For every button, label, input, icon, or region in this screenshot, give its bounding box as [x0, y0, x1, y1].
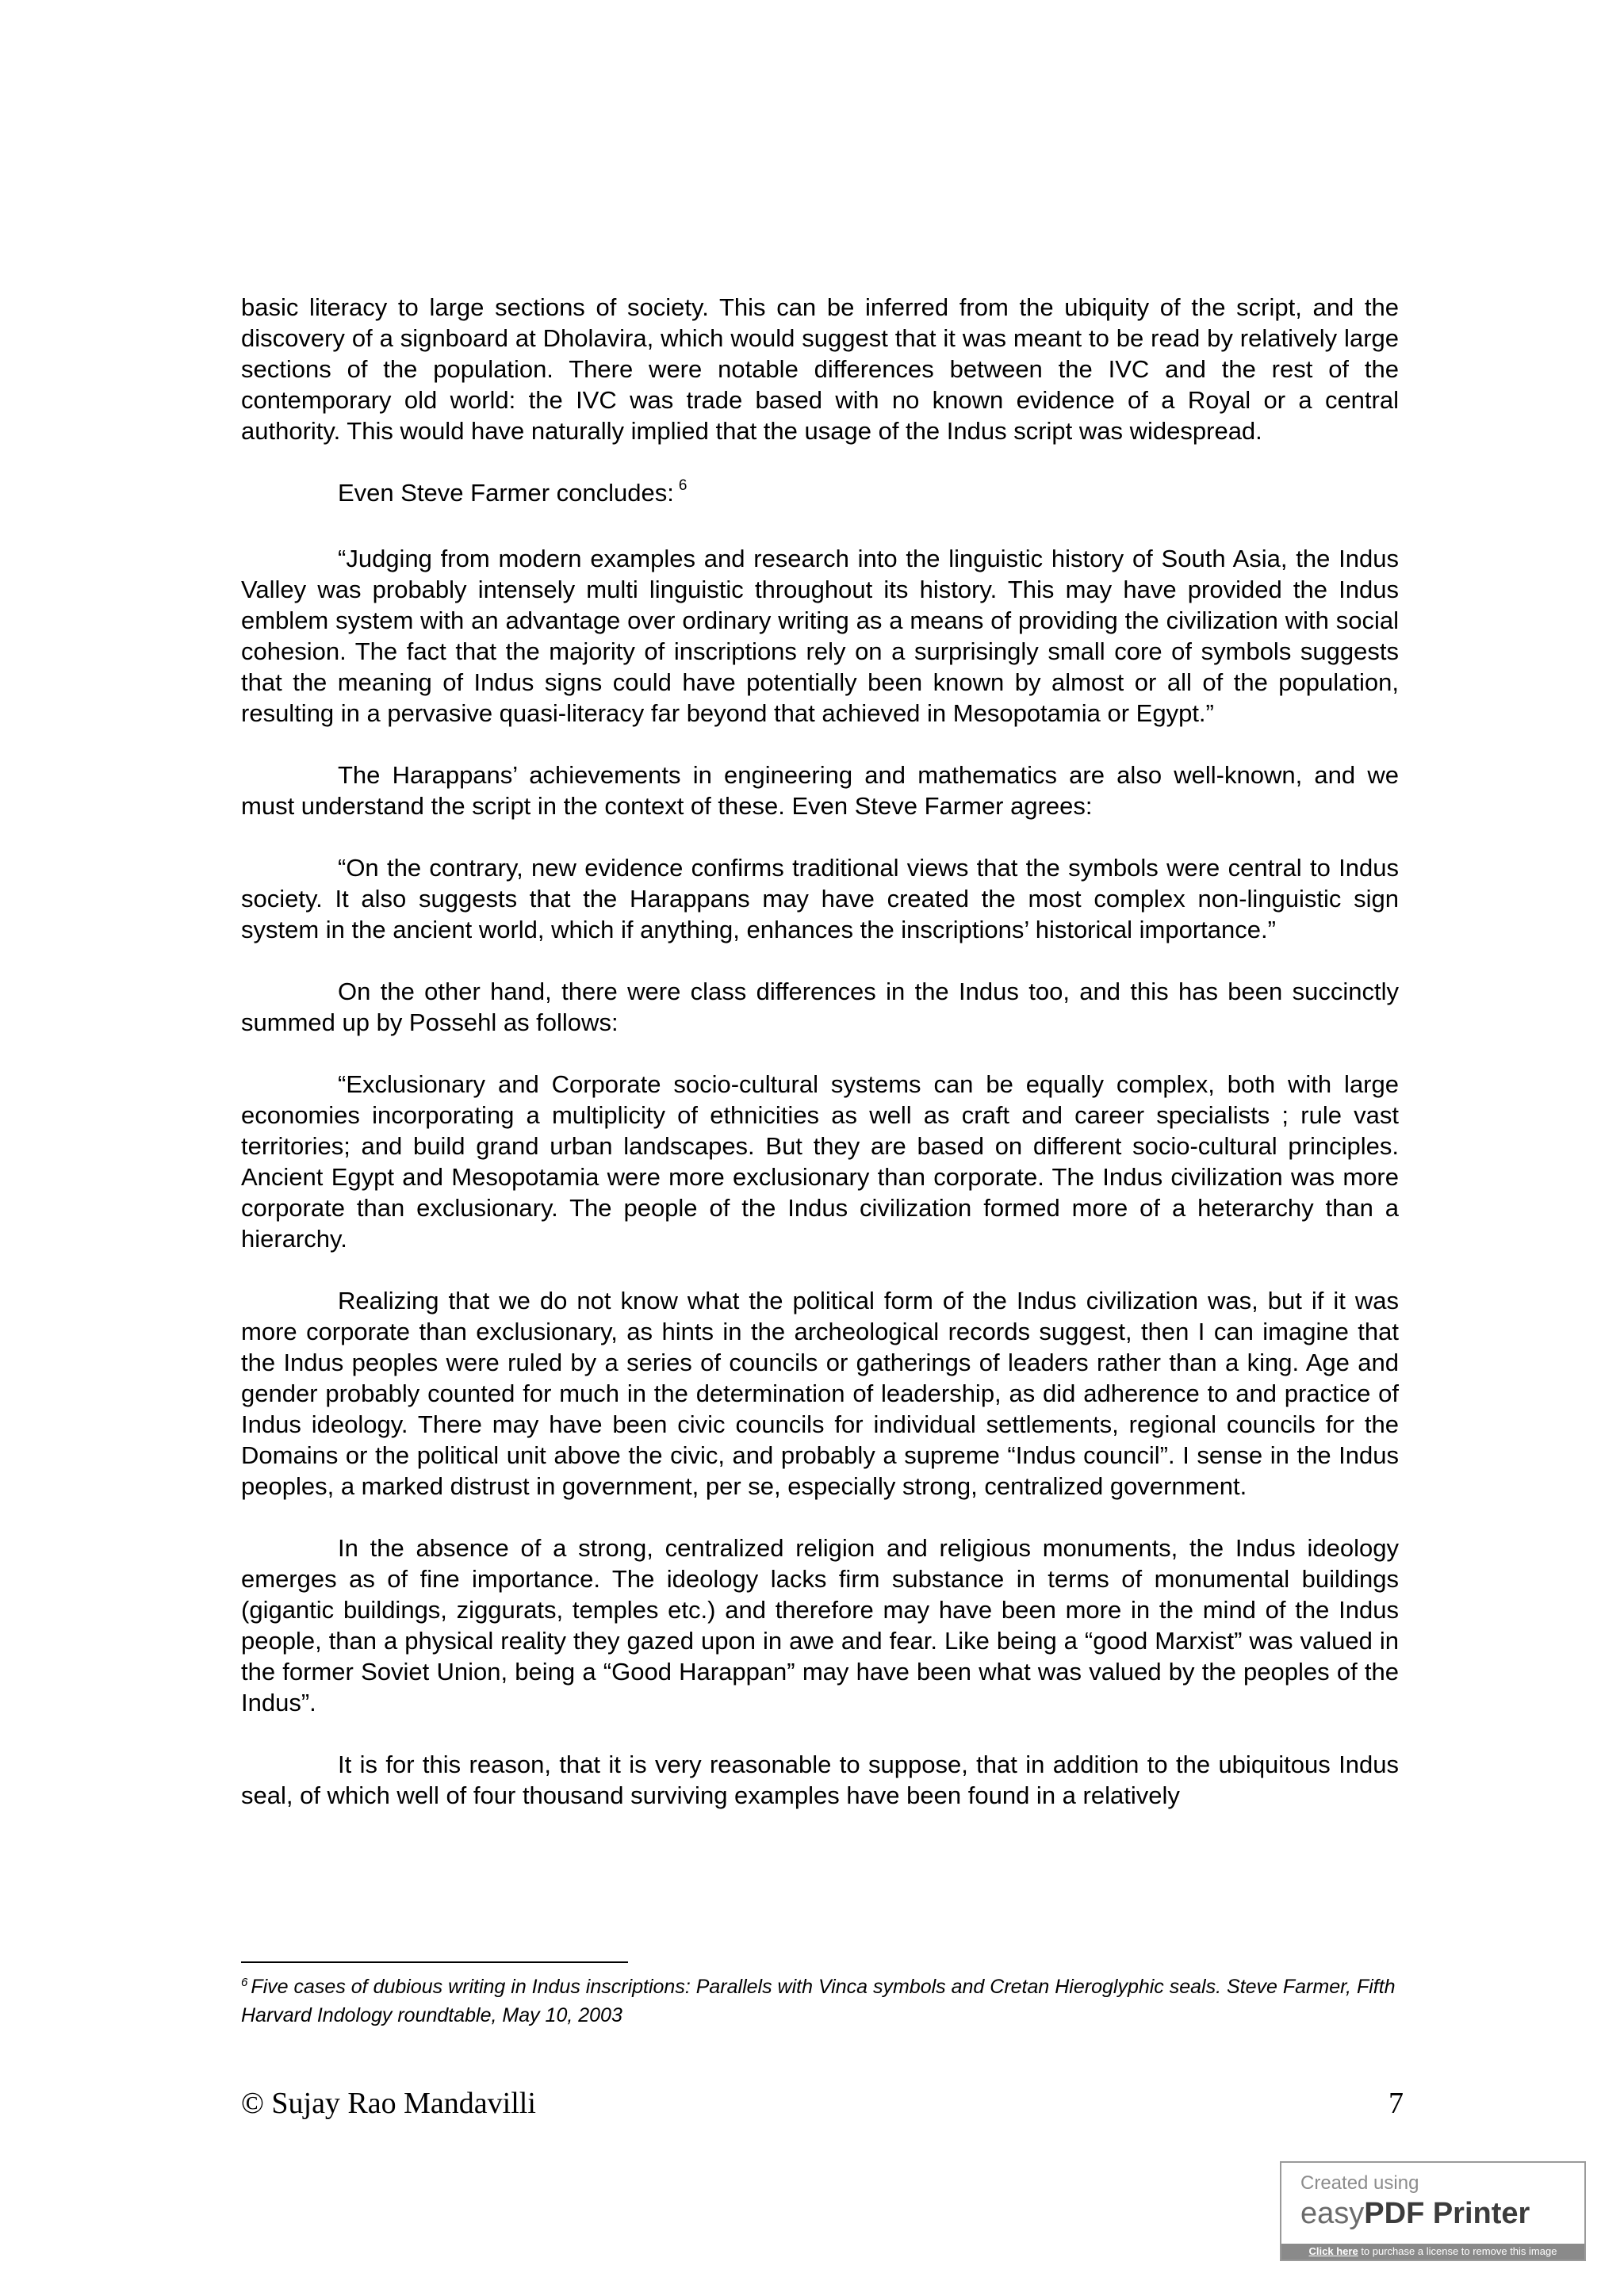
paragraph: On the other hand, there were class differences in the Indus too, and this has been succinctly summed up by Possehl as follows:	[241, 978, 1399, 1036]
page-number: 7	[1388, 2087, 1404, 2120]
paragraph: It is for this reason, that it is very reasonable to suppose, that in addition to the ubiquitous Indus seal, of which well of four thousand surviving examples have been found in a relatively	[241, 1751, 1399, 1809]
footnote-divider	[241, 1961, 628, 1963]
footnote-text: Five cases of dubious writing in Indus inscriptions: Parallels with Vinca symbols and Cretan Hieroglyphic seals. Steve Farmer, Fifth Harvard Indology roundtable, May 10, 2003	[241, 1976, 1396, 2026]
paragraph: “On the contrary, new evidence confirms traditional views that the symbols were central to Indus society. It also suggests that the Harappans may have created the most complex non-linguistic sign system in the ancient world, which if anything, enhances the inscriptions’ historical importance.”	[241, 854, 1399, 943]
badge-logo-bold: PDF Printer	[1364, 2197, 1530, 2230]
paragraph: “Exclusionary and Corporate socio-cultural systems can be equally complex, both with large economies incorporating a multiplicity of ethnicities as well as craft and career specialists ; rule vast territories; and build grand urban landscapes. But they are based on different socio-cultural principles. Ancient Egypt and Mesopotamia were more exclusionary than corporate. The Indus civilization was more corporate than exclusionary. The people of the Indus civilization formed more of a heterarchy than a hierarchy.	[241, 1070, 1399, 1253]
paragraph: The Harappans’ achievements in engineering and mathematics are also well-known, and we must understand the script in the context of these. Even Steve Farmer agrees:	[241, 761, 1399, 820]
page-body	[241, 292, 1399, 1842]
paragraph: Realizing that we do not know what the political form of the Indus civilization was, but if it was more corporate than exclusionary, as hints in the archeological records suggest, then I can imagine that the Indus peoples were ruled by a series of councils or gatherings of leaders rather than a king. Age and gender probably counted for much in the determination of leadership, as did adherence to and practice of Indus ideology. There may have been civic councils for individual settlements, regional councils for the Domains or the political unit above the civic, and probably a supreme “Indus council”. I sense in the Indus peoples, a marked distrust in government, per se, especially strong, centralized government.	[241, 1287, 1399, 1500]
paragraph-text: Even Steve Farmer concludes:	[338, 479, 674, 507]
badge-caption: Created using	[1300, 2172, 1419, 2194]
paragraph: “Judging from modern examples and research into the linguistic history of South Asia, the Indus Valley was probably intensely multi linguistic throughout its history. This may have provided the Indus emblem system with an advantage over ordinary writing as a means of providing the civilization with social cohesion. The fact that the majority of inscriptions rely on a surprisingly small core of symbols suggests that the meaning of Indus signs could have potentially been known by almost or all of the population, resulting in a pervasive quasi-literacy far beyond that achieved in Mesopotamia or Egypt.”	[241, 545, 1399, 727]
footnote-reference[interactable]: 6	[678, 477, 688, 494]
footer-author: © Sujay Rao Mandavilli	[241, 2087, 536, 2120]
footnote	[241, 1974, 1399, 2029]
watermark-badge[interactable]	[1280, 2161, 1586, 2261]
footnote-number: 6	[241, 1976, 248, 1989]
purchase-license-link[interactable]: Click here	[1308, 2245, 1358, 2257]
badge-bar-text: to purchase a license to remove this image	[1358, 2245, 1557, 2257]
paragraph: basic literacy to large sections of society. This can be inferred from the ubiquity of the script, and the discovery of a signboard at Dholavira, which would suggest that it was meant to be read by relatively large sections of the population. There were notable differences between the IVC and the rest of the contemporary old world: the IVC was trade based with no known evidence of a Royal or a central authority. This would have naturally implied that the usage of the Indus script was widespread.	[241, 293, 1399, 445]
badge-logo	[1300, 2196, 1530, 2231]
badge-logo-prefix: easy	[1300, 2197, 1365, 2230]
paragraph: In the absence of a strong, centralized religion and religious monuments, the Indus ideology emerges as of fine importance. The ideology lacks firm substance in terms of monumental buildings (gigantic buildings, ziggurats, temples etc.) and therefore may have been more in the mind of the Indus people, than a physical reality they gazed upon in awe and fear. Like being a “good Marxist” was valued in the former Soviet Union, being a “Good Harappan” may have been what was valued by the peoples of the Indus”.	[241, 1534, 1399, 1716]
paragraph	[241, 477, 1399, 512]
badge-license-bar	[1281, 2244, 1584, 2260]
